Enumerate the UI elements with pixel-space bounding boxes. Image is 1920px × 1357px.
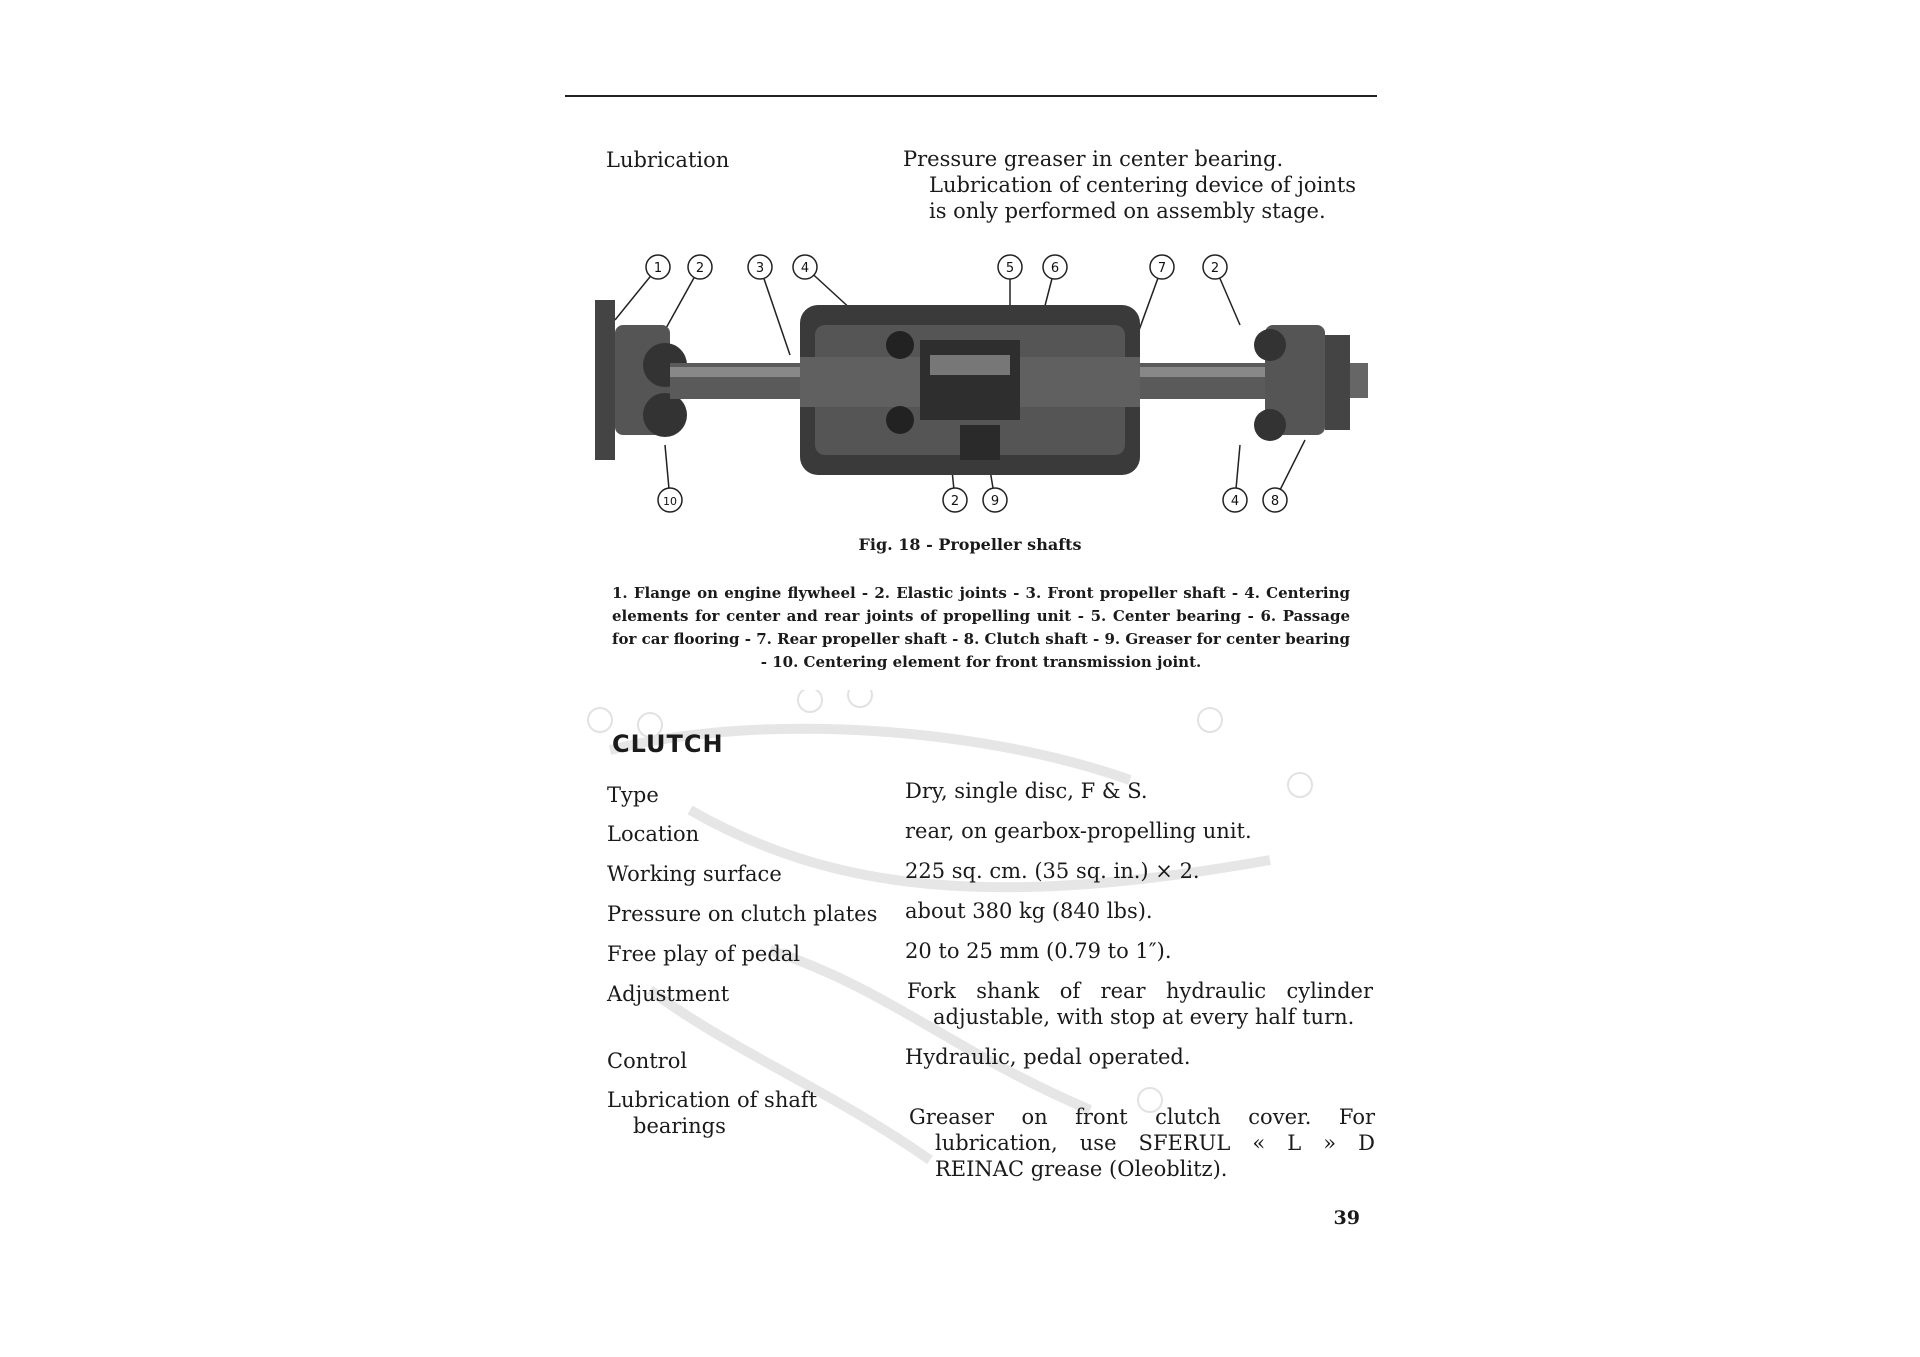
spec-value-location: rear, on gearbox-propelling unit. (905, 819, 1252, 843)
page-number: 39 (1333, 1207, 1360, 1229)
spec-label-working-surface: Working surface (607, 862, 782, 886)
spec-value-type: Dry, single disc, F & S. (905, 779, 1148, 803)
callout-text: 5 (1005, 261, 1015, 276)
spec-label-type: Type (607, 783, 659, 807)
callout-text: 8 (1270, 494, 1280, 509)
spec-label-free-play: Free play of pedal (607, 942, 800, 966)
spec-value-lubrication: Greaser on front clutch cover. For lubrication, use SFERUL « L » D REINAC grease (Oleoblitz). (909, 1105, 1375, 1181)
callout-text: 10 (663, 495, 677, 508)
callout-text: 3 (755, 261, 765, 276)
section-title-clutch: CLUTCH (612, 730, 724, 758)
spec-value-adjustment: Fork shank of rear hydraulic cylinder adjustable, with stop at every half turn. (907, 979, 1373, 1029)
figure-legend: 1. Flange on engine flywheel - 2. Elastic joints - 3. Front propeller shaft - 4. Centering elements for center and rear joints of propelling unit - 5. Center bearing - 6. Passage for car flooring - 7. Rear propeller shaft - 8. Clutch shaft - 9. Greaser for center bearing - 10. Centering element for front transmission joint. (612, 584, 1350, 671)
callout-text: 2 (950, 494, 960, 509)
lubrication-value: Pressure greaser in center bearing. Lubrication of centering device of joints is only performed on assembly stage. (903, 147, 1357, 223)
spec-label-location: Location (607, 822, 700, 846)
callout-text: 7 (1157, 261, 1167, 276)
spec-label-adjustment: Adjustment (607, 982, 730, 1006)
callout-text: 1 (653, 261, 663, 276)
spec-value-free-play: 20 to 25 mm (0.79 to 1″). (905, 939, 1172, 963)
propeller-shaft-diagram (570, 245, 1370, 515)
callout-text: 6 (1050, 261, 1060, 276)
spec-label-lubrication: Lubrication of shaft bearings (607, 1088, 818, 1138)
callout-text: 9 (990, 494, 1000, 509)
callout-text: 2 (695, 261, 705, 276)
callout-text: 4 (800, 261, 810, 276)
lubrication-label: Lubrication (606, 148, 730, 172)
spec-value-pressure: about 380 kg (840 lbs). (905, 899, 1153, 923)
spec-label-control: Control (607, 1049, 688, 1073)
spec-value-working-surface: 225 sq. cm. (35 sq. in.) × 2. (905, 859, 1200, 883)
callout-text: 4 (1230, 494, 1240, 509)
callout-text: 2 (1210, 261, 1220, 276)
spec-label-pressure: Pressure on clutch plates (607, 902, 878, 926)
figure-caption: Fig. 18 - Propeller shafts (858, 535, 1082, 554)
header-rule (565, 95, 1377, 97)
spec-value-control: Hydraulic, pedal operated. (905, 1045, 1191, 1069)
